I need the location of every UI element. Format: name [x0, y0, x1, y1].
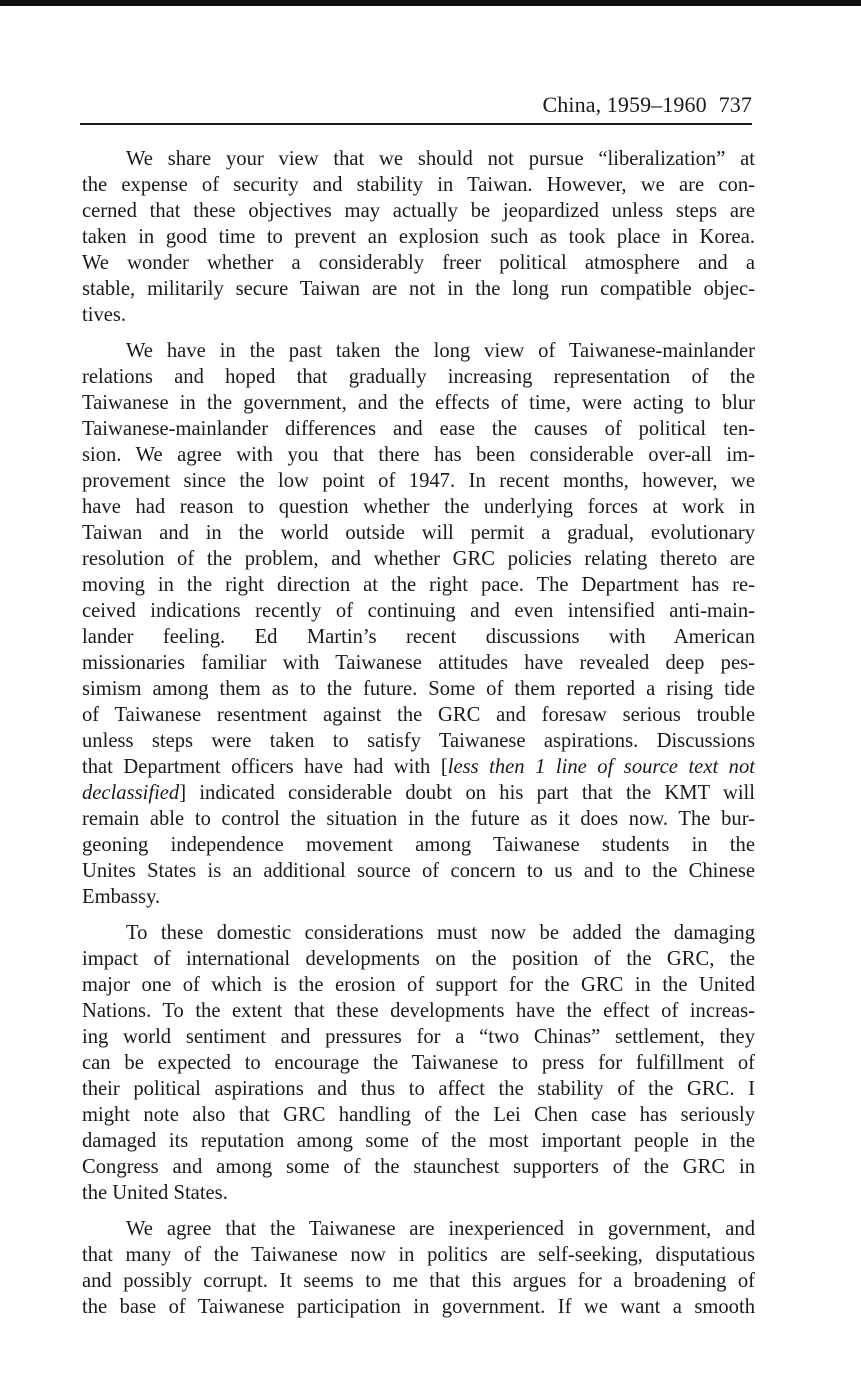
text-line: To these domestic considerations must now be added the damaging — [126, 922, 755, 944]
text-line: We wonder whether a considerably freer political atmosphere and a — [82, 252, 755, 274]
text-line: Unites States is an additional source of concern to us and to the Chinese — [82, 860, 755, 882]
text-line: simism among them as to the future. Some of them reported a rising tide — [82, 678, 755, 700]
text-line: that many of the Taiwanese now in politics are self-seeking, disputatious — [82, 1244, 755, 1266]
text-line: lander feeling. Ed Martin’s recent discussions with American — [82, 626, 755, 648]
text-line — [82, 780, 755, 806]
text-line: taken in good time to prevent an explosion such as took place in Korea. — [82, 226, 755, 248]
text-line: sion. We agree with you that there has been considerable over-all im- — [82, 444, 755, 466]
text-line: have had reason to question whether the underlying forces at work in — [82, 496, 755, 518]
text-line: cerned that these objectives may actually be jeopardized unless steps are — [82, 200, 755, 222]
text-line: Embassy. — [82, 886, 161, 908]
text-line — [82, 754, 755, 780]
text-line: stable, militarily secure Taiwan are not in the long run compatible objec- — [82, 278, 755, 300]
text-line: ceived indications recently of continuing and even intensified anti-main- — [82, 600, 755, 622]
running-title: China, 1959–1960 — [542, 92, 707, 117]
text-line: missionaries familiar with Taiwanese attitudes have revealed deep pes- — [82, 652, 755, 674]
page-top-edge — [0, 0, 861, 6]
text-line: remain able to control the situation in the future as it does now. The bur- — [82, 808, 755, 830]
paragraph-1 — [82, 146, 755, 328]
paragraph-4 — [82, 1216, 755, 1320]
text-line: impact of international developments on the position of the GRC, the — [82, 948, 755, 970]
text-line: We have in the past taken the long view of Taiwanese-mainlander — [126, 340, 755, 362]
text-line: major one of which is the erosion of support for the GRC in the United — [82, 974, 755, 996]
text-line: moving in the right direction at the right pace. The Department has re- — [82, 574, 755, 596]
text-line: Congress and among some of the staunchest supporters of the GRC in — [82, 1156, 755, 1178]
text-line: tives. — [82, 304, 127, 326]
text-line: provement since the low point of 1947. In recent months, however, we — [82, 470, 755, 492]
text-line: Taiwanese-mainlander differences and ease the causes of political ten- — [82, 418, 755, 440]
text-line: Taiwanese in the government, and the effects of time, were acting to blur — [82, 392, 755, 414]
text-line: geoning independence movement among Taiwanese students in the — [82, 834, 755, 856]
text-line: and possibly corrupt. It seems to me that this argues for a broadening of — [82, 1270, 755, 1292]
text-line: can be expected to encourage the Taiwanese to press for fulfillment of — [82, 1052, 755, 1074]
text-line: their political aspirations and thus to affect the stability of the GRC. I — [82, 1078, 755, 1100]
redaction-note: less then 1 line of source text not — [447, 756, 756, 778]
text-line: Taiwan and in the world outside will permit a gradual, evolutionary — [82, 522, 755, 544]
text-line: ing world sentiment and pressures for a “two Chinas” settlement, they — [82, 1026, 755, 1048]
text-line: might note also that GRC handling of the Lei Chen case has seriously — [82, 1104, 755, 1126]
running-head — [80, 90, 752, 120]
redaction-note: declassified — [82, 782, 180, 804]
text-line: the base of Taiwanese participation in government. If we want a smooth — [82, 1296, 755, 1318]
text-line: resolution of the problem, and whether GRC policies relating thereto are — [82, 548, 755, 570]
text-line: the expense of security and stability in Taiwan. However, we are con- — [82, 174, 755, 196]
text-line: the United States. — [82, 1182, 228, 1204]
text-line: Nations. To the extent that these developments have the effect of increas- — [82, 1000, 755, 1022]
page-number: 737 — [718, 92, 752, 117]
body-text — [82, 146, 755, 1330]
paragraph-2 — [82, 338, 755, 910]
text-line: damaged its reputation among some of the most important people in the — [82, 1130, 755, 1152]
text-line: We share your view that we should not pursue “liberalization” at — [126, 148, 755, 170]
paragraph-3 — [82, 920, 755, 1206]
text-line: of Taiwanese resentment against the GRC and foresaw serious trouble — [82, 704, 755, 726]
text-line: We agree that the Taiwanese are inexperienced in government, and — [126, 1218, 755, 1240]
text-segment: that Department officers have had with [ — [82, 756, 448, 778]
text-segment: ] indicated considerable doubt on his part that the KMT will — [179, 782, 755, 804]
text-line: unless steps were taken to satisfy Taiwanese aspirations. Discussions — [82, 730, 755, 752]
text-line: relations and hoped that gradually increasing representation of the — [82, 366, 755, 388]
header-rule — [80, 123, 752, 125]
